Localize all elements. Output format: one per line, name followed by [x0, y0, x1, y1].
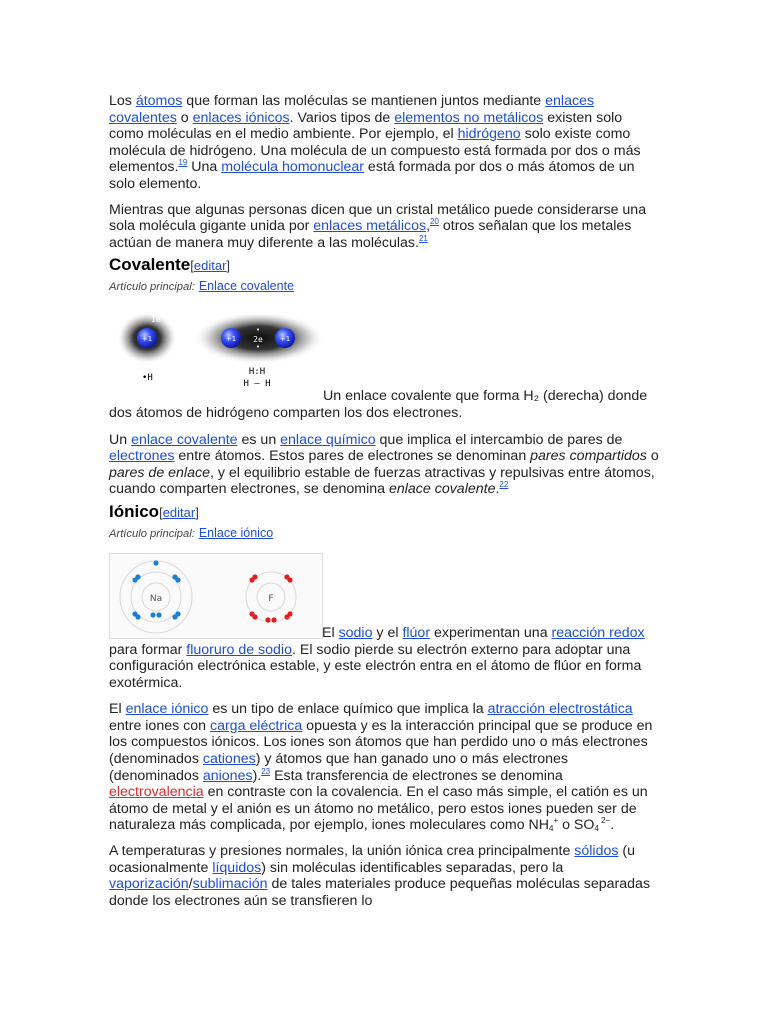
text: que implica el intercambio de pares de [375, 431, 623, 448]
text: y el [372, 624, 403, 641]
link-enlace-ionico-main[interactable]: Enlace iónico [198, 525, 274, 540]
h2-line-formula: H – H [243, 379, 271, 390]
caption-text: Un enlace covalente que forma H₂ (derecha) donde dos átomos de hidrógeno comparten los dos electrones. [109, 388, 648, 421]
article-body [109, 93, 659, 909]
text: para formar [109, 641, 187, 658]
nucleus-label: +1 [279, 335, 291, 344]
text: otros señalan que los metales actúan de manera muy diferente a las moléculas. [109, 218, 632, 251]
superscript: + [553, 816, 559, 826]
link-sublimacion[interactable]: sublimación [192, 876, 268, 893]
ref-20[interactable]: 20 [430, 217, 439, 227]
text: Los [109, 93, 136, 109]
link-enlaces-ionicos[interactable]: enlaces iónicos [192, 109, 290, 126]
ref-23[interactable]: 23 [261, 766, 271, 776]
ionic-paragraph [109, 701, 659, 834]
naf-figure [109, 553, 659, 639]
text: opuesta y es la interacción principal que se produce en los compuestos iónicos. Los iones son átomos que han perdido uno o más electrones (denominados [109, 717, 653, 768]
edit-link-ionico[interactable]: editar [162, 504, 196, 520]
link-enlace-covalente[interactable]: enlace covalente [131, 431, 238, 448]
link-reaccion-redox[interactable]: reacción redox [551, 624, 645, 641]
link-electrovalencia[interactable]: electrovalencia [109, 784, 204, 801]
text: Esta transferencia de electrones se denomina [270, 767, 563, 784]
electron-label-2e: 2e [253, 335, 263, 345]
main-article-note [109, 279, 659, 294]
text: está formada por dos o más átomos de un solo elemento. [109, 159, 635, 192]
text: El [109, 701, 126, 718]
text: en contraste con la covalencia. En el caso más simple, el catión es un átomo de metal y el anión es un átomo no metálico, pero estos iones pueden ser de naturaleza más complicada, por ejemplo, iones moleculares como NH [109, 784, 648, 834]
edit-section [159, 505, 199, 520]
text: de tales materiales produce pequeñas moléculas separadas donde los electrones aún se transfieren lo [109, 876, 651, 909]
link-liquidos[interactable]: líquidos [212, 859, 262, 876]
subscript: 4 [549, 824, 554, 834]
link-atraccion-electrostatica[interactable]: atracción electrostática [487, 701, 633, 718]
edit-link-covalente[interactable]: editar [193, 258, 227, 274]
text: , [426, 218, 431, 235]
ref-19[interactable]: 19 [178, 158, 188, 168]
text: Mientras que algunas personas dicen que un cristal metálico puede considerarse una sola molécula gigante unida por [109, 201, 647, 235]
text: . [495, 481, 500, 498]
fluorine-label: F [268, 593, 274, 604]
main-article-label: Artículo principal: [109, 527, 195, 540]
link-carga-electrica[interactable]: carga eléctrica [209, 717, 303, 734]
h2-diagram [109, 306, 324, 401]
link-elementos-no-metalicos[interactable]: elementos no metálicos [394, 109, 544, 126]
electron-dot: • [255, 326, 261, 335]
text: . Varios tipos de [289, 109, 395, 126]
link-enlaces-metalicos[interactable]: enlaces metálicos [313, 218, 427, 235]
metal-paragraph [109, 202, 659, 252]
text: / [188, 876, 193, 893]
link-enlaces-covalentes[interactable]: enlaces covalentes [109, 93, 595, 126]
text: ). [252, 767, 262, 784]
heading-text: Covalente [109, 255, 191, 275]
subscript: 4 [594, 824, 599, 834]
text: ) sin moléculas identificables separadas, pero la [261, 859, 564, 876]
link-solidos[interactable]: sólidos [574, 843, 619, 860]
main-article-label: Artículo principal: [109, 281, 195, 294]
covalent-paragraph [109, 432, 659, 498]
text: o SO [558, 817, 595, 834]
bracket: ] [226, 258, 231, 274]
text: (u ocasionalmente [109, 843, 636, 876]
link-sodio[interactable]: sodio [338, 624, 373, 641]
link-hidrogeno[interactable]: hidrógeno [457, 126, 521, 143]
text: experimentan una [430, 624, 552, 641]
sodium-label: Na [149, 593, 163, 604]
naf-diagram [109, 553, 323, 639]
link-enlace-covalente-main[interactable]: Enlace covalente [198, 279, 295, 294]
heading-ionico [109, 501, 659, 524]
text: entre iones con [109, 717, 210, 734]
text: . El sodio pierde su electrón externo para adoptar una configuración electrónica estable, y este electrón entra en el átomo de flúor en forma exotérmica. [109, 641, 642, 691]
nucleus-label: +1 [141, 335, 153, 344]
bracket: [ [159, 504, 163, 520]
heading-text: Iónico [109, 501, 160, 521]
h2-covalent-figure [109, 306, 659, 401]
link-enlace-ionico[interactable]: enlace iónico [125, 701, 209, 718]
text: El [322, 624, 339, 641]
text: o [646, 448, 659, 465]
text: A temperaturas y presiones normales, la unión iónica crea principalmente [109, 843, 575, 860]
text: pares de enlace [109, 464, 210, 481]
intro-paragraph [109, 93, 659, 193]
link-fluor[interactable]: flúor [402, 624, 431, 641]
text: existen solo como moléculas en el medio ambiente. Por ejemplo, el [109, 109, 623, 143]
bracket: [ [190, 258, 194, 274]
link-molecula-homonuclear[interactable]: molécula homonuclear [221, 159, 364, 176]
text: o [176, 109, 193, 126]
link-cationes[interactable]: cationes [202, 751, 256, 768]
text: Un [109, 431, 132, 448]
link-aniones[interactable]: aniones [202, 767, 253, 784]
superscript: 2− [598, 816, 611, 826]
figure-frame [110, 553, 323, 638]
link-fluoruro-de-sodio[interactable]: fluoruro de sodio [186, 641, 292, 658]
ionic-paragraph-2 [109, 843, 659, 909]
text: enlace covalente [388, 481, 496, 498]
link-electrones[interactable]: electrones [109, 448, 175, 465]
main-article-note [109, 526, 659, 541]
h-atom-lewis: •H [142, 373, 153, 384]
text: ) y átomos que han ganado uno o más electrones (denominados [109, 751, 569, 784]
text: entre átomos. Estos pares de electrones se denominan [174, 448, 531, 465]
h2-lewis: H:H [248, 367, 266, 378]
text: . [610, 817, 615, 834]
electron-dot: • [255, 343, 261, 352]
bracket: ] [195, 504, 199, 520]
electron-label-1e: 1e [151, 315, 161, 325]
text: que forman las moléculas se mantienen juntos mediante [182, 93, 546, 109]
text: es un tipo de enlace químico que implica la [208, 701, 488, 718]
link-atomos[interactable]: átomos [135, 93, 183, 109]
link-vaporizacion[interactable]: vaporización [109, 876, 189, 893]
ref-21[interactable]: 21 [418, 233, 428, 243]
link-enlace-quimico[interactable]: enlace químico [280, 431, 376, 448]
text: pares compartidos [530, 448, 647, 465]
edit-section [190, 258, 230, 273]
ref-22[interactable]: 22 [499, 480, 509, 490]
text: es un [237, 431, 281, 448]
text: , y el equilibrio estable de fuerzas atractivas y repulsivas entre átomos, cuando comparten electrones, se denomina [109, 464, 655, 498]
heading-covalente [109, 254, 659, 277]
text: Una [187, 159, 222, 176]
nucleus-label: +1 [225, 335, 237, 344]
text: solo existe como molécula de hidrógeno. Una molécula de un compuesto está formada por dos o más elementos. [109, 126, 641, 176]
